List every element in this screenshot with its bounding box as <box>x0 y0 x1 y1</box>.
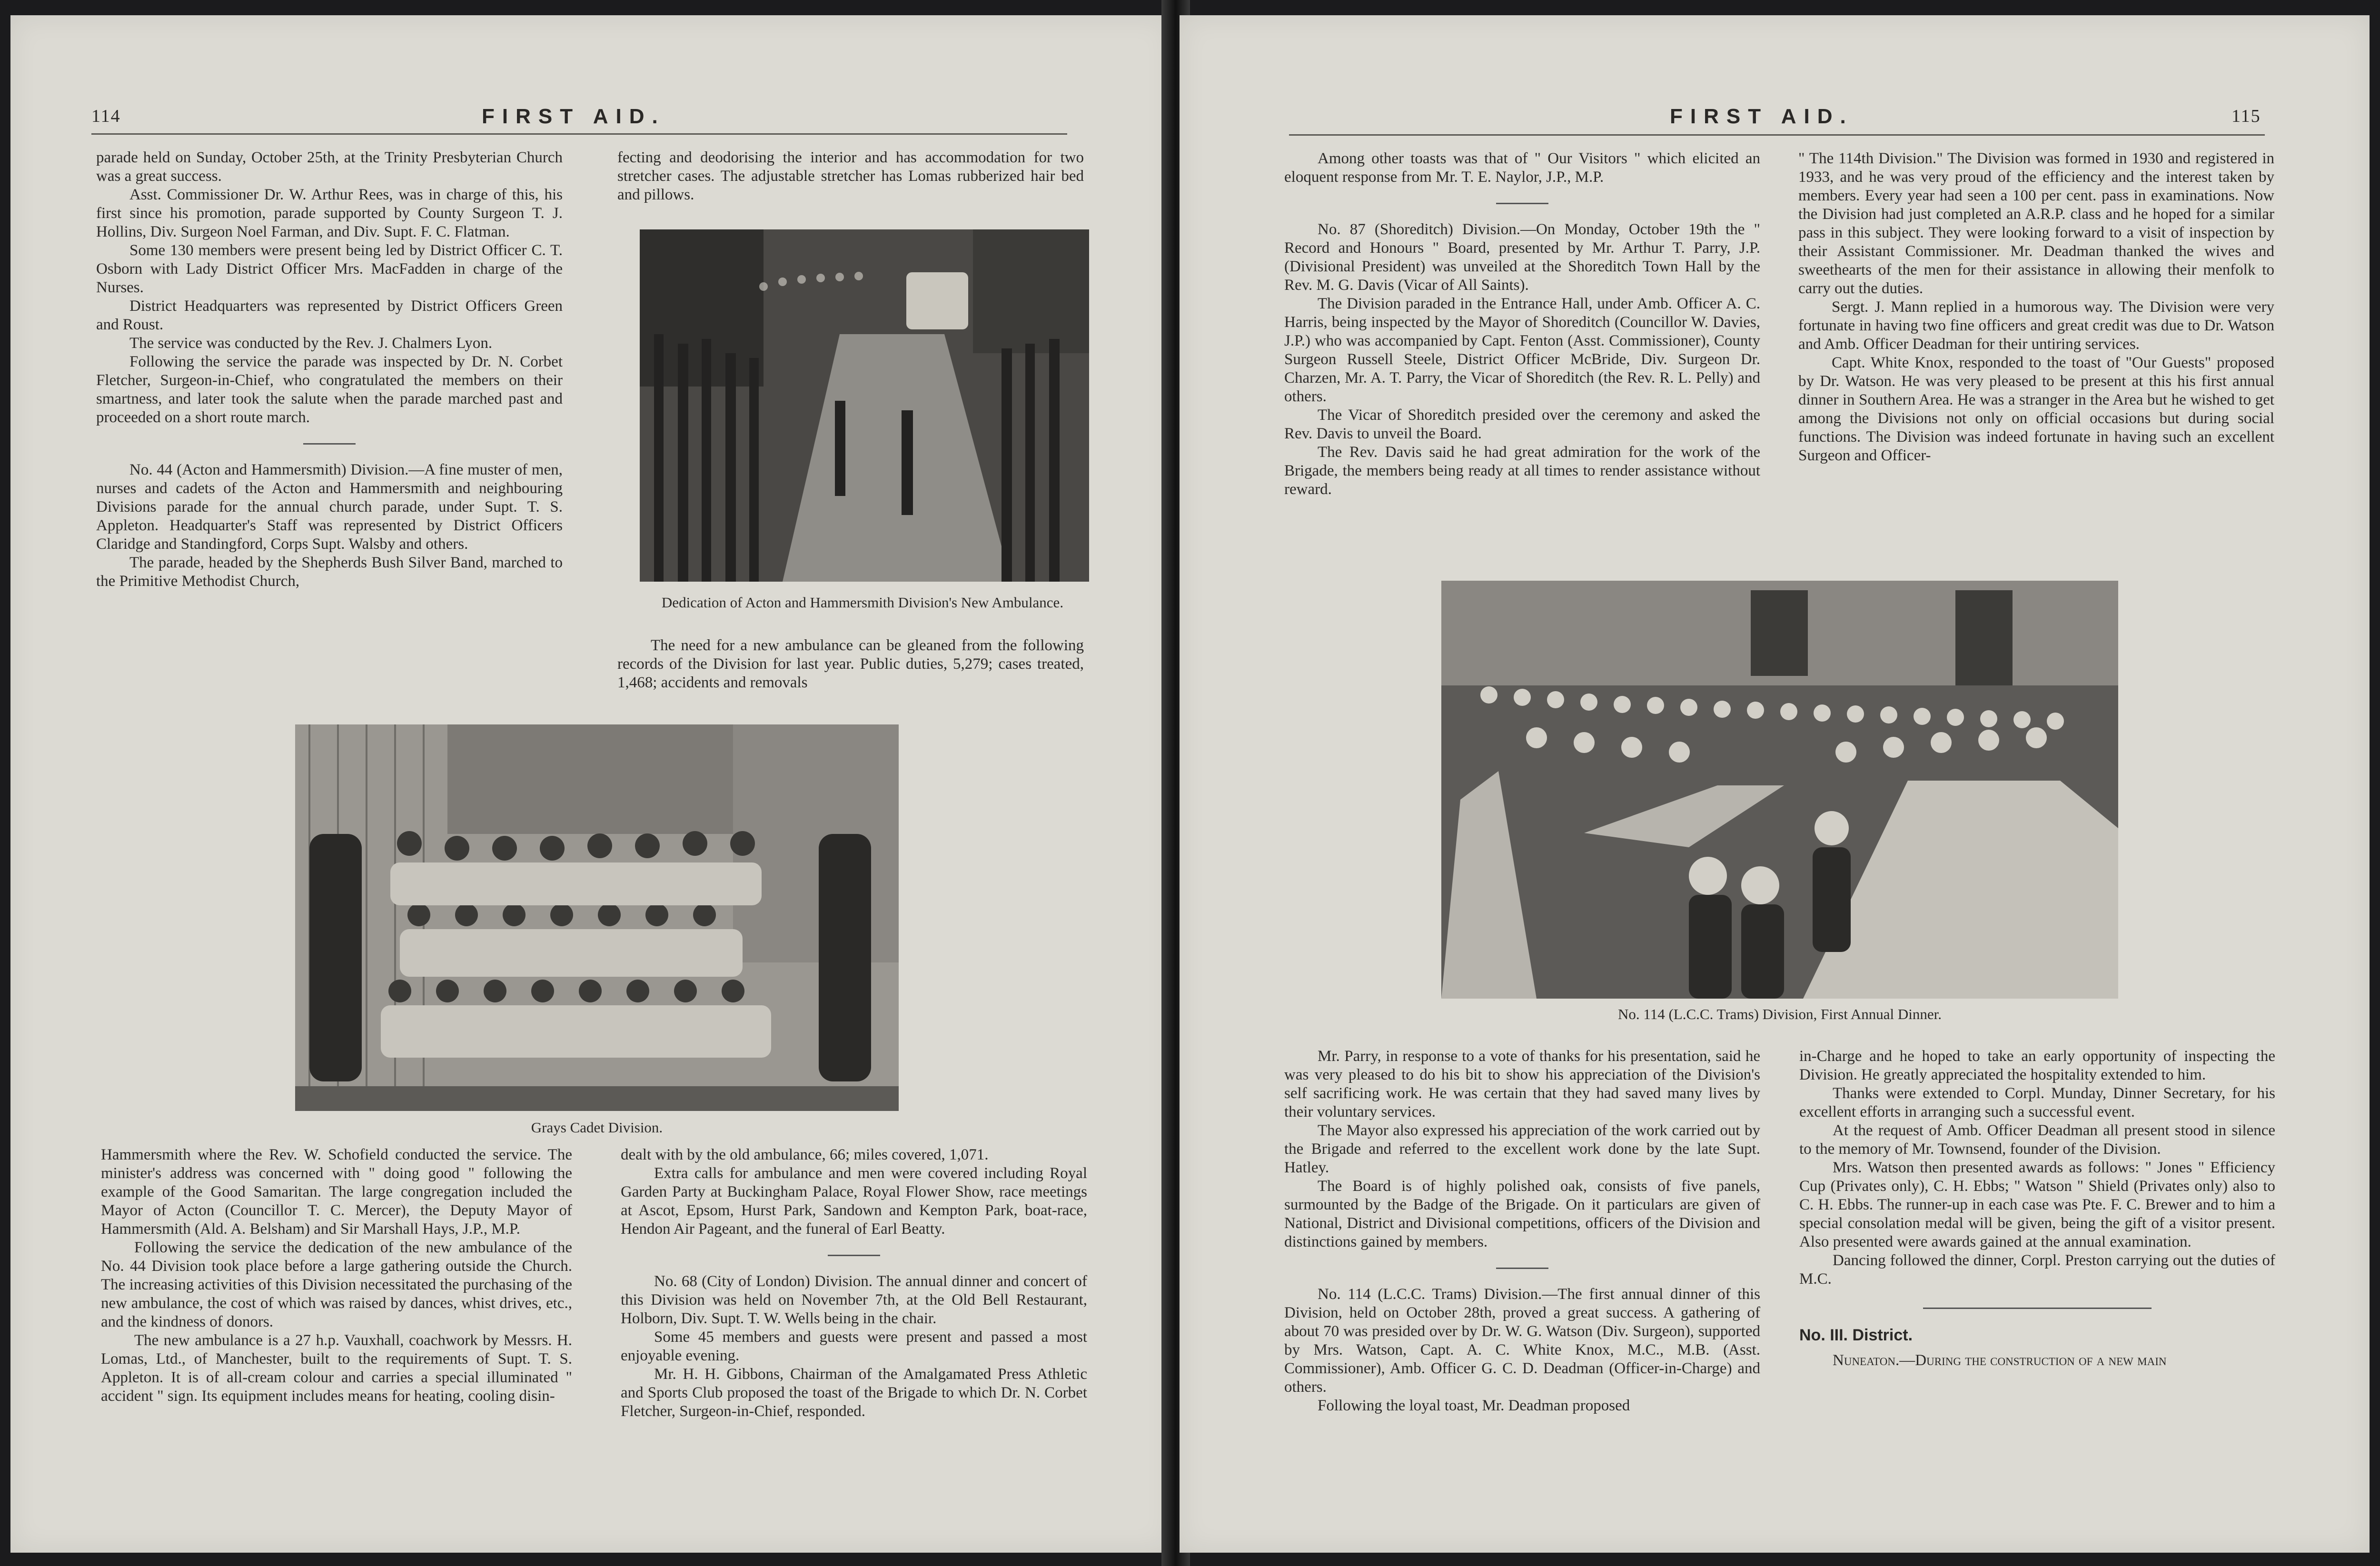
paragraph: Mrs. Watson then presented awards as follows: " Jones " Efficiency Cup (Privates only), C. H. Ebbs; " Watson " Shield (Privates only) also to C. H. Ebbs. The runner-up in each case was Pte. F. C. Brewer and to him a special consolation medal will be given, being the gift of a visitor present. Also presented were awards gained at the annual examination. <box>1799 1159 2275 1250</box>
dinner-photo-caption: No. 114 (L.C.C. Trams) Division, First Annual Dinner. <box>1617 1006 1942 1022</box>
right-column-3 <box>1284 1047 1760 1542</box>
paragraph: Thanks were extended to Corpl. Munday, Dinner Secretary, for his excellent efforts in arranging such a successful event. <box>1799 1085 2275 1120</box>
paragraph: Some 130 members were present being led by District Officer C. T. Osborn with Lady District Officer Mrs. MacFadden in charge of the Nurses. <box>96 242 563 296</box>
cadet-photo-caption: Grays Cadet Division. <box>531 1119 663 1136</box>
left-column-2-top <box>617 149 1084 220</box>
paragraph: fecting and deodorising the interior and has accommodation for two stretcher cases. The adjustable stretcher has Lomas rubberized hair bed and pillows. <box>617 149 1084 203</box>
left-column-1 <box>96 149 563 696</box>
header-rule-left <box>91 133 1067 135</box>
page-number-left: 114 <box>91 106 121 126</box>
section-divider <box>303 443 356 445</box>
paragraph: The need for a new ambulance can be gleaned from the following records of the Division for last year. Public duties, 5,279; cases treated, 1,468; accidents and removals <box>617 637 1084 691</box>
right-page <box>1180 15 2370 1553</box>
paragraph: Following the service the parade was inspected by Dr. N. Corbet Fletcher, Surgeon-in-Chief, who congratulated the members on their smartness, and later took the salute when the parade marched past and proceeded on a short route march. <box>96 353 563 426</box>
paragraph: Following the loyal toast, Mr. Deadman proposed <box>1318 1397 1630 1414</box>
paragraph: Mr. H. H. Gibbons, Chairman of the Amalgamated Press Athletic and Sports Club proposed the toast of the Brigade to which Dr. N. Corbet Fletcher, Surgeon-in-Chief, responded. <box>621 1366 1087 1420</box>
paragraph: The Mayor also expressed his appreciation of the work carried out by the Brigade and referred to the excellent work done by the late Supt. Hatley. <box>1284 1122 1760 1176</box>
paragraph: Asst. Commissioner Dr. W. Arthur Rees, was in charge of this, his first since his promotion, parade supported by County Surgeon T. J. Hollins, Div. Surgeon Noel Farman, and Div. Supt. F. C. Flatman. <box>96 186 563 240</box>
paragraph: No. 68 (City of London) Division. The annual dinner and concert of this Division was held on November 7th, at the Old Bell Restaurant, Holborn, Div. Supt. T. W. Wells being in the chair. <box>621 1273 1087 1327</box>
section-divider <box>1496 1268 1548 1269</box>
paragraph: in-Charge and he hoped to take an early opportunity of inspecting the Division. He greatly appreciated the hospitality extended to him. <box>1799 1048 2275 1083</box>
paragraph: Mr. Parry, in response to a vote of thanks for his presentation, said he was very pleased to do his bit to show his appreciation of the Division's self sacrificing work. He was certain that they had saved many lives by their voluntary services. <box>1284 1048 1760 1120</box>
paragraph: parade held on Sunday, October 25th, at the Trinity Presbyterian Church was a great success. <box>96 149 563 185</box>
paragraph: Extra calls for ambulance and men were covered including Royal Garden Party at Buckingham Palace, Royal Flower Show, race meetings at Ascot, Epsom, Hurst Park, Sandown and Kempton Park, boat-race, Hendon Air Pageant, and the funeral of Earl Beatty. <box>621 1165 1087 1238</box>
paragraph: At the request of Amb. Officer Deadman all present stood in silence to the memory of Mr. Townsend, founder of the Division. <box>1799 1122 2275 1158</box>
paragraph: District Headquarters was represented by District Officers Green and Roust. <box>96 297 563 333</box>
paragraph: The new ambulance is a 27 h.p. Vauxhall, coachwork by Messrs. H. Lomas, Ltd., of Manchester, built to the requirements of Supt. T. S. Appleton. It is of all-cream colour and carries a special illuminated " accident " sign. Its equipment includes means for heating, cooling disin- <box>101 1332 572 1405</box>
paragraph: Some 45 members and guests were present and passed a most enjoyable evening. <box>621 1328 1087 1364</box>
right-column-2 <box>1798 149 2274 578</box>
paragraph: Following the service the dedication of the new ambulance of the No. 44 Division took place before a large gathering outside the Church. The increasing activities of this Division necessitated the purchasing of the new ambulance, the cost of which was raised by dances, whist drives, etc., and the kindness of donors. <box>101 1239 572 1330</box>
running-title-left: FIRST AID. <box>482 105 665 128</box>
section-divider <box>828 1255 880 1256</box>
ambulance-dedication-photo <box>640 229 1089 582</box>
paragraph: Sergt. J. Mann replied in a humorous way. The Division were very fortunate in having two fine officers and great credit was due to Dr. Watson and Amb. Officer Deadman for their untiring services. <box>1798 298 2274 353</box>
paragraph: Hammersmith where the Rev. W. Schofield conducted the service. The minister's address was concerned with " doing good " following the example of the Good Samaritan. The large congregation included the Mayor of Acton (Councillor T. C. Mercer), the Deputy Mayor of Hammersmith (Ald. A. Belsham) and Sir Marshall Hays, J.P., M.P. <box>101 1146 572 1238</box>
running-title-right: FIRST AID. <box>1670 105 1854 128</box>
paragraph: The service was conducted by the Rev. J. Chalmers Lyon. <box>129 335 493 352</box>
paragraph: dealt with by the old ambulance, 66; miles covered, 1,071. <box>621 1146 989 1163</box>
section-divider <box>1923 1308 2152 1309</box>
paragraph: The parade, headed by the Shepherds Bush Silver Band, marched to the Primitive Methodist Church, <box>96 554 563 590</box>
paragraph: No. 87 (Shoreditch) Division.—On Monday, October 19th the " Record and Honours " Board, presented by Mr. Arthur T. Parry, J.P. (Divisional President) was unveiled at the Shoreditch Town Hall by the Rev. M. G. Davis (Vicar of All Saints). <box>1284 221 1760 294</box>
left-column-2-bottom <box>617 636 1084 698</box>
paragraph: The Vicar of Shoreditch presided over the ceremony and asked the Rev. Davis to unveil the Board. <box>1284 406 1760 442</box>
page-number-right: 115 <box>2231 106 2261 126</box>
left-column-4 <box>621 1146 1087 1536</box>
right-column-1 <box>1284 149 1760 578</box>
grays-cadet-photo <box>295 724 899 1111</box>
left-page <box>10 15 1172 1553</box>
ambulance-photo-caption: Dedication of Acton and Hammersmith Division's New Ambulance. <box>661 594 1064 611</box>
paragraph: No. 114 (L.C.C. Trams) Division.—The first annual dinner of this Division, held on October 28th, proved a great success. A gathering of about 70 was presided over by Dr. W. G. Watson (Div. Surgeon), supported by Mrs. Watson, Capt. A. C. White Knox, M.C., M.B. (Asst. Commissioner), Amb. Officer G. C. D. Deadman (Officer-in-Charge) and others. <box>1284 1286 1760 1396</box>
paragraph: Among other toasts was that of " Our Visitors " which elicited an eloquent response from Mr. T. E. Naylor, J.P., M.P. <box>1284 150 1760 186</box>
section-divider <box>1496 203 1548 204</box>
paragraph: Capt. White Knox, responded to the toast of "Our Guests" proposed by Dr. Watson. He was very pleased to be present at this his first annual dinner in Southern Area. He was a stranger in the Area but he wished to get among the Divisions not only on official occasions but during social functions. The Division was indeed fortunate in having such an excellent Surgeon and Officer- <box>1798 354 2274 464</box>
paragraph: Nuneaton.—During the construction of a new main <box>1833 1352 2167 1369</box>
paragraph: The Rev. Davis said he had great admiration for the work of the Brigade, the members being ready at all times to render assistance without reward. <box>1284 444 1760 498</box>
right-column-4 <box>1799 1047 2275 1542</box>
paragraph: The Board is of highly polished oak, consists of five panels, surmounted by the Badge of the Brigade. On it particulars are given of National, District and Divisional competitions, officers of the Division and distinctions gained by members. <box>1284 1178 1760 1250</box>
header-rule-right <box>1289 134 2265 136</box>
paragraph: No. 44 (Acton and Hammersmith) Division.—A fine muster of men, nurses and cadets of the Acton and Hammersmith and neighbouring Divisions parade for the annual church parade, under Supt. T. S. Appleton. Headquarter's Staff was represented by District Officers Claridge and Standingford, Corps Supt. Walsby and others. <box>96 461 563 553</box>
district-heading: No. III. District. <box>1799 1326 1913 1344</box>
paragraph: Dancing followed the dinner, Corpl. Preston carrying out the duties of M.C. <box>1799 1252 2275 1288</box>
left-column-3 <box>101 1146 572 1536</box>
dinner-photo <box>1441 581 2118 999</box>
paragraph: " The 114th Division." The Division was formed in 1930 and registered in 1933, and he was very proud of the efficiency and the interest taken by members. Every year had seen a 100 per cent. pass in examinations. Now the Division had just completed an A.R.P. class and he hoped for a similar pass in this subject. They were looking forward to a visit of inspection by their Assistant Commissioner. Mr. Deadman thanked the wives and sweethearts of the men for their assistance in allowing their menfolk to carry out the duties. <box>1798 150 2274 297</box>
paragraph: The Division paraded in the Entrance Hall, under Amb. Officer A. C. Harris, being inspected by the Mayor of Shoreditch (Councillor W. Davies, J.P.) who was accompanied by Capt. Fenton (Asst. Commissioner), County Surgeon Russell Steele, District Officer McBride, Div. Surgeon Dr. Charzen, Mr. A. T. Parry, the Vicar of Shoreditch (the Rev. R. L. Pelly) and others. <box>1284 295 1760 405</box>
